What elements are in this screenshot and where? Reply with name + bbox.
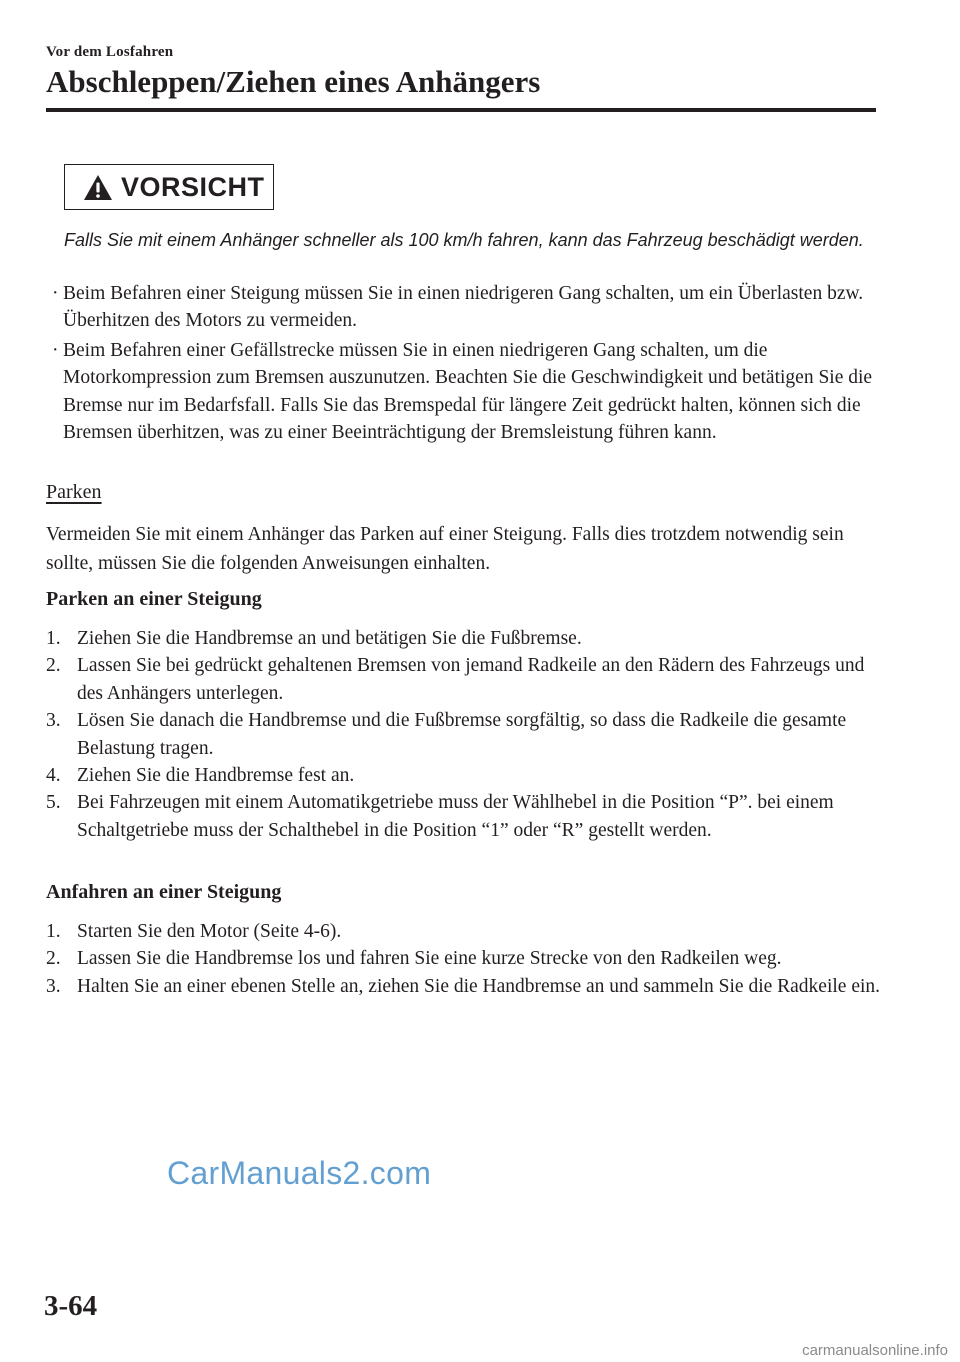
title-divider [46,108,876,112]
list-item [46,789,882,844]
step-text: Starten Sie den Motor (Seite 4-6). [77,921,342,942]
list-item [46,652,882,707]
slope-start-steps [46,918,882,1000]
step-number: 2. [46,948,61,970]
step-text: Halten Sie an einer ebenen Stelle an, ziehen Sie die Handbremse an und sammeln Sie die Radkeile ein. [77,975,881,997]
bullet-text: Beim Befahren einer Steigung müssen Sie in einen niedrigeren Gang schalten, um ein Überlasten bzw. Überhitzen des Motors zu vermeiden. [63,283,864,332]
list-item [46,337,882,447]
list-item [46,707,882,762]
step-text: Lösen Sie danach die Handbremse und die Fußbremse sorgfältig, so dass die Radkeile die gesamte Belastung tragen. [77,710,847,759]
step-text: Ziehen Sie die Handbremse fest an. [77,765,355,787]
list-item [46,973,882,1000]
list-item [46,280,882,335]
step-number: 3. [46,975,61,997]
bullet-text: Beim Befahren einer Gefällstrecke müssen Sie in einen niedrigeren Gang schalten, um die Motorkompression zum Bremsen auszunutzen. Beachten Sie die Geschwindigkeit und betätigen Sie die Bremse nur im Bedarfsfall. Falls Sie das Bremspedal für längere Zeit gedrückt halten, können sich die Bremsen überhitzen, was zu einer Beeinträchtigung der Bremsleistung führen kann. [63,339,873,444]
step-text: Bei Fahrzeugen mit einem Automatikgetriebe muss der Wählhebel in die Position “P”. bei einem Schaltgetriebe muss der Schalthebel in die Position “1” oder “R” gestellt werden. [77,792,834,841]
slope-start-heading: Anfahren an einer Steigung [46,881,282,903]
caution-box [64,164,274,210]
page-number: 3-64 [44,1290,98,1322]
watermark-text: CarManuals2.com [167,1155,432,1191]
caution-bullet-list [46,280,882,448]
step-number: 3. [46,710,61,732]
list-item [46,625,882,652]
parken-heading: Parken [46,481,102,503]
footer-watermark: carmanualsonline.info [802,1342,948,1359]
list-item [46,918,882,945]
step-text: Ziehen Sie die Handbremse an und betätigen Sie die Fußbremse. [77,628,582,649]
slope-parking-heading: Parken an einer Steigung [46,588,262,610]
caution-speed-warning: Falls Sie mit einem Anhänger schneller als 100 km/h fahren, kann das Fahrzeug beschädigt werden. [64,230,864,250]
list-item [46,945,882,972]
step-number: 2. [46,655,61,677]
page-title: Abschleppen/Ziehen eines Anhängers [46,64,541,99]
step-number: 1. [46,921,61,942]
step-text: Lassen Sie die Handbremse los und fahren Sie eine kurze Strecke von den Radkeilen weg. [77,948,782,970]
section-label: Vor dem Losfahren [46,44,174,60]
step-number: 1. [46,628,61,649]
step-number: 5. [46,792,61,814]
warning-triangle-icon [83,174,113,201]
slope-parking-steps [46,625,882,844]
parken-intro: Vermeiden Sie mit einem Anhänger das Parken auf einer Steigung. Falls dies trotzdem notwendig sein sollte, müssen Sie die folgenden Anweisungen einhalten. [46,524,844,574]
caution-label: VORSICHT [121,171,265,202]
step-number: 4. [46,765,61,787]
bullet-dot: · [52,283,59,304]
list-item [46,762,882,789]
bullet-dot: · [52,339,59,361]
step-text: Lassen Sie bei gedrückt gehaltenen Bremsen von jemand Radkeile an den Rädern des Fahrzeugs und des Anhängers unterlegen. [77,655,865,704]
